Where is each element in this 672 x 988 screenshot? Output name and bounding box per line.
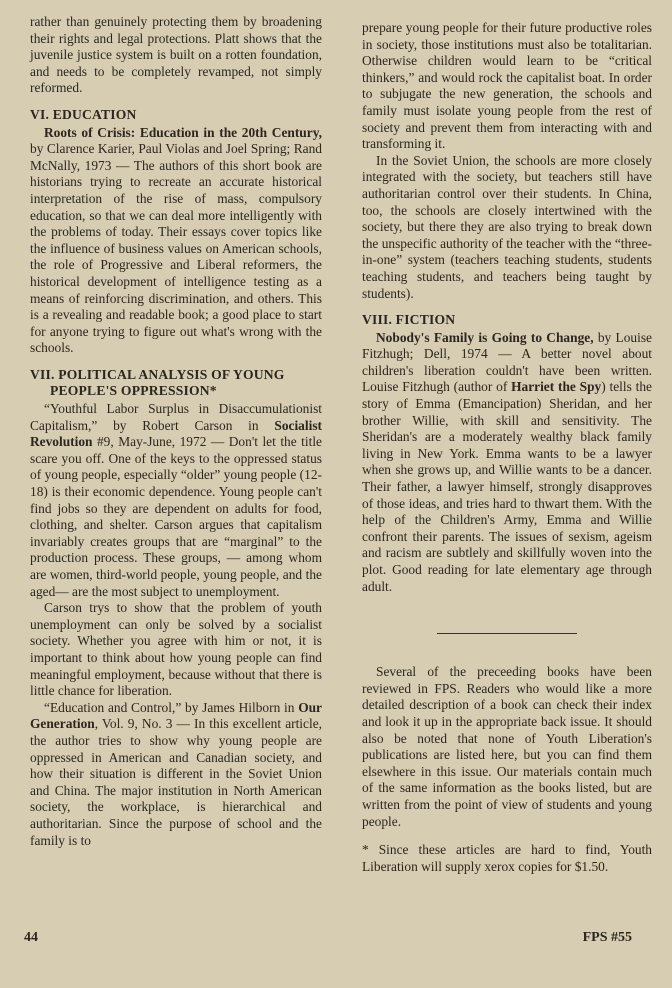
review-text: by Clarence Karier, Paul Violas and Joel Spring; Rand McNally, 1973 — The authors of this short book are historians trying to recreate an accurate historical interpretation of the rise of mass, compulsory education, so that we can deal more intelligently with the problems of today. Their essays cover topics like the influence of business values on American schools, the role of Progressive and Liberal reformers, the historical development of intelligence testing as a means of reinforcing discrimination, and others. This is a revealing and readable book; a good place to start for anyone trying to figure out what's wrong with the schools. [30, 141, 322, 356]
carson-review [30, 401, 322, 600]
book-title: Roots of Crisis: Education in the 20th Century, [44, 124, 322, 140]
book-title: Harriet the Spy [511, 379, 602, 395]
carson-paragraph-2: Carson trys to show that the problem of youth unemployment can only be solved by a socialist society. Whether you agree with him or not, it is important to think about how young people can find meaningful employment, because without that there is little chance for liberation. [30, 600, 322, 699]
source-title: Socialist Revolution [30, 417, 322, 450]
book-title: Nobody's Family is Going to Change, [376, 329, 594, 345]
soviet-china-paragraph: In the Soviet Union, the schools are more closely integrated with the society, but teachers still have authoritarian control over their students. In China, too, the schools are closely intertwined with the society, but there they are also trying to break down the unspecific authority of the teacher with the “three-in-one” system (teachers teaching students, students teaching students, and teachers being taught by students). [362, 152, 653, 301]
education-review [30, 125, 322, 357]
heading-line: VII. POLITICAL ANALYSIS OF YOUNG [30, 366, 285, 382]
review-text: “Education and Control,” by James Hilborn in [44, 699, 299, 715]
source-title: Our Generation [30, 699, 322, 732]
fiction-review [362, 330, 652, 596]
hilborn-review [30, 700, 322, 849]
review-text: ) tells the story of Emma (Emancipation) Sheridan, and her brother Willie, with skill and sensitivity. The Sheridan's are a moderately wealthy black family living in New York. Emma wants to be a lawyer when she grows up, and Willie wants to be a dancer. Their father, a lawyer himself, strongly disapproves of those ideas, and tries hard to thwart them. With the help of the Children's Army, Emma and Willie confront their parents. The issues of sexism, ageism and racism are subtlely and skillfully woven into the plot. Good reading for late elementary age through adult. [362, 379, 652, 594]
heading-line: PEOPLE'S OPPRESSION* [50, 383, 217, 399]
issue-label: FPS #55 [582, 930, 632, 945]
section-heading-fiction: VIII. FICTION [362, 312, 456, 328]
spacer [362, 830, 652, 842]
divider-rule [437, 633, 577, 634]
right-column [362, 20, 652, 875]
intro-paragraph: rather than genuinely protecting them by broadening their rights and legal protections. Platt shows that the juvenile justice system is built on a rotten foundation, and needs to be completely revamped, not simply reformed. [30, 14, 322, 96]
editor-note: Several of the preceeding books have been reviewed in FPS. Readers who would like a more detailed description of a book can check their index and look it up in the appropriate back issue. It should also be noted that none of Youth Liberation's publications are listed here, but you can find them elsewhere in this issue. Our materials contain much of the same information as the books listed, but are written from the point of view of students and young people. [362, 664, 652, 829]
section-heading-education: VI. EDUCATION [30, 106, 137, 122]
review-text: #9, May-June, 1972 — Don't let the title scare you off. One of the keys to the oppressed status of young people, especially “older” young people (12-18) is their economic dependence. Young people can't find jobs so they are dependent on adults for food, clothing, and shelter. Carson argues that capitalism invariably creates groups that are “marginal” to the production process. These groups, — among whom are women, third-world people, young people, and the aged— are the most subject to unemployment. [30, 434, 322, 599]
review-text: , Vol. 9, No. 3 — In this excellent article, the author tries to show why young people are oppressed in American and Canadian society, and how their situation is different in the Soviet Union and China. The major institution in North American society, the workplace, is hierarchical and authoritarian. Since the purpose of school and the family is to [30, 716, 322, 848]
review-text: by Louise Fitzhugh; Dell, 1974 — A better novel about children's liberation couldn't have been written. Louise Fitzhugh (author of [362, 329, 652, 395]
continued-paragraph: prepare young people for their future productive roles in society, those institutions must also be totalitarian. Otherwise children would learn to be “critical thinkers,” and would rock the capitalist boat. In order to subjugate the new generation, the schools and family must isolate young people from the rest of society and prevent them from interacting with and transforming it. [362, 20, 652, 152]
page-number: 44 [24, 930, 38, 945]
review-text: “Youthful Labor Surplus in Disaccumulationist Capitalism,” by Robert Carson in [30, 401, 322, 433]
left-column [30, 14, 322, 849]
footnote: * Since these articles are hard to find, Youth Liberation will supply xerox copies for $1.50. [362, 842, 652, 874]
section-heading-political-analysis [30, 367, 322, 400]
